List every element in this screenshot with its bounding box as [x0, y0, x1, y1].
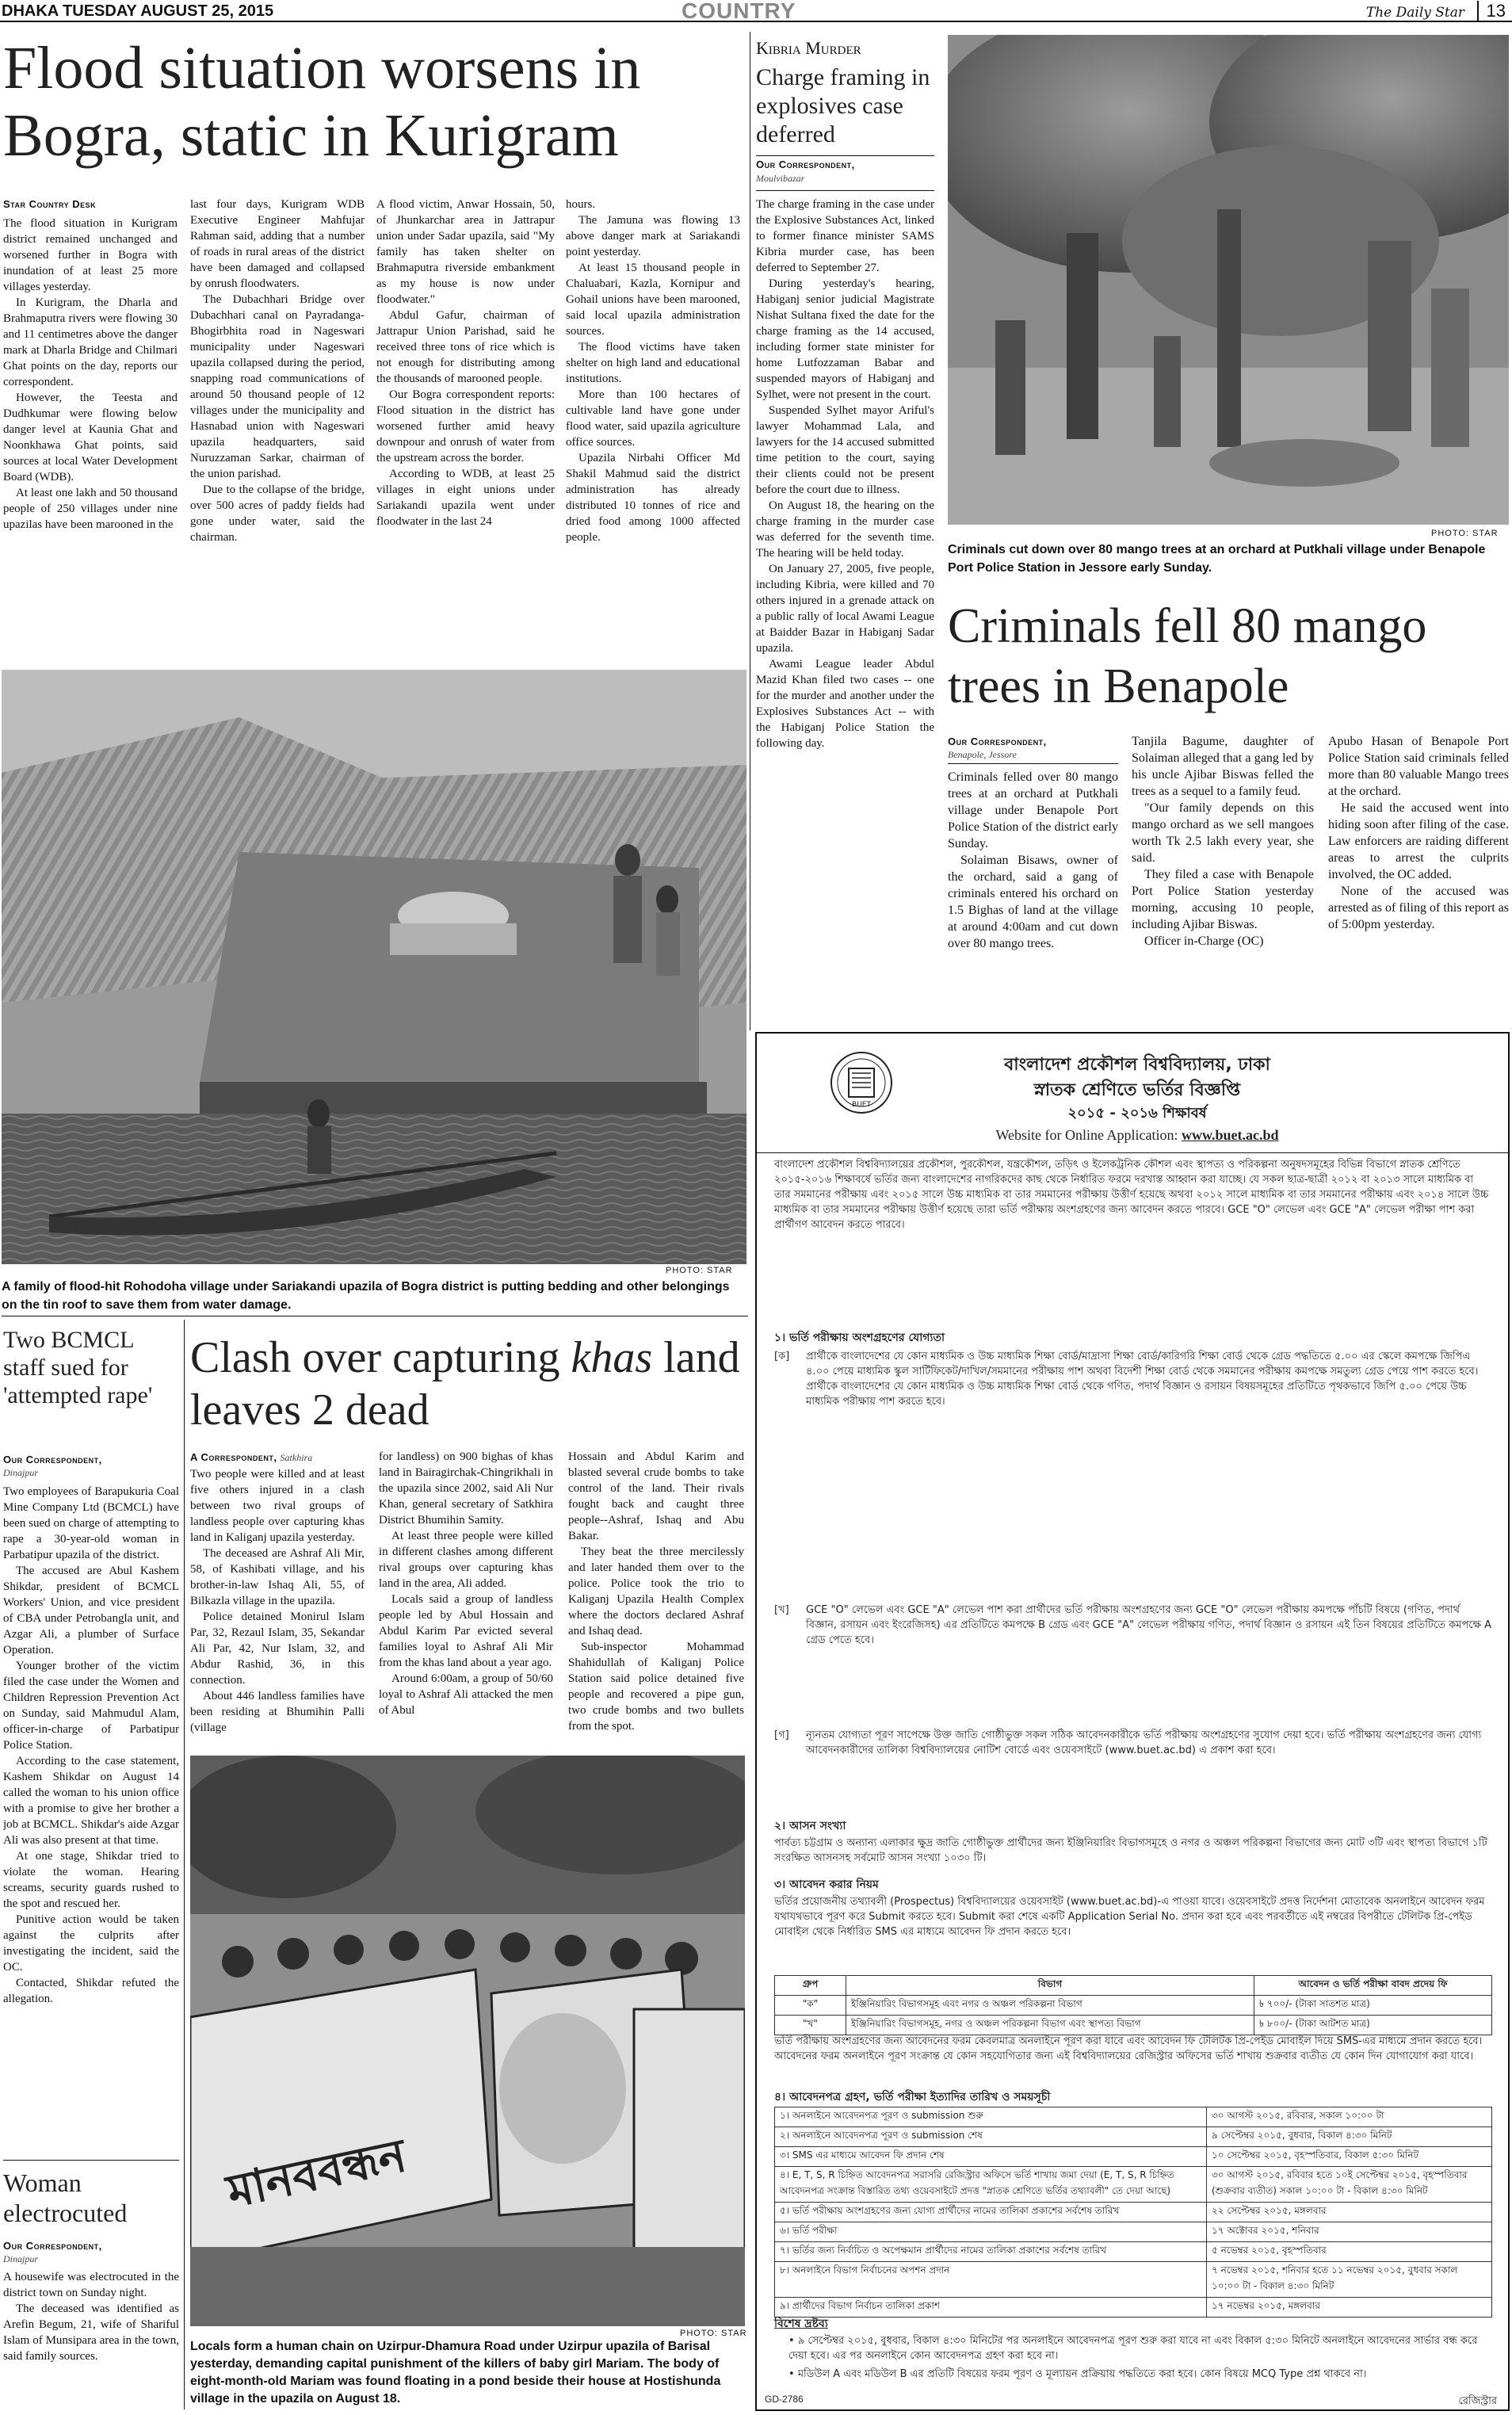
- ad-section-1-ka: [ক]: [774, 1351, 790, 1362]
- woman-headline: Woman electrocuted: [3, 2169, 128, 2227]
- buet-admission-ad: [755, 1032, 1510, 2411]
- ad-section-3-title: ৩। আবেদন করার নিয়ম: [774, 1878, 879, 1891]
- clash-paragraph: At least three people were killed in different clashes among different rival groups over capturing khas land in the area, Ali added.: [379, 1530, 553, 1590]
- fee-header-fee: আবেদন ও ভর্তি পরীক্ষা বাবদ প্রদেয় ফি: [1254, 1976, 1492, 1996]
- ad-note-1: • ৯ সেপ্টেম্বর ২০১৫, বুধবার, বিকাল ৪:৩০ মিনিটের পর অনলাইনে আবেদনপত্র পূরণ শুরু করা যাবে না এবং বিকাল ৫:৩০ মিনিটে অনলাইনে আবেদনের সার্ভার বন্ধ করে দেয়া হবে। এর পর অনলাইনে কোন আবেদনপত্র গ্রহণ করা হবে না।: [788, 2335, 1478, 2362]
- ad-title-3: ২০১৫ - ২০১৬ শিক্ষাবর্ষ: [1067, 1105, 1207, 1122]
- kibria-paragraph: Awami League leader Abdul Mazid Khan filed two cases -- one for the murder and another under the Explosives Substances Act -- with the Habiganj Police Station the following day.: [756, 658, 934, 750]
- schedule-event: ১। অনলাইনে আবেদনপত্র পূরণ ও submission শুরু: [775, 2107, 1207, 2127]
- buet-logo: [830, 1051, 893, 1114]
- schedule-event: ২। অনলাইনে আবেদনপত্র পূরণ ও submission শেষ: [775, 2127, 1207, 2147]
- schedule-date: ৯ সেপ্টেম্বর ২০১৫, বুধবার, বিকাল ৪:৩০ মিনিট: [1207, 2127, 1492, 2147]
- fee-cell: "খ": [775, 2016, 846, 2035]
- ad-section-2-body: পার্বত্য চট্টগ্রাম ও অন্যান্য এলাকার ক্ষুদ্র জাতি গোষ্ঠীভুক্ত প্রার্থীদের জন্য ইঞ্জিনিয়ারিং বিভাগসমূহে ও নগর ও অঞ্চল পরিকল্পনা বিভাগের জন্য মোট ৩টি এবং স্থাপত্য বিভাগে ১টি সংরক্ষিত আসনসহ সর্বমোট আসন সংখ্যা ১০৩০ টি।: [774, 1837, 1487, 1864]
- clash-paragraph: They beat the three mercilessly and later handed them over to the police. Police took the trio to Kaliganj Upazila Health Complex where the doctors declared Ashraf and Ishaq dead.: [568, 1546, 744, 1637]
- clash-paragraph: Police detained Monirul Islam Par, 32, Rezaul Islam, 35, Sekandar Ali Par, 42, Nur Islam, 32, and Abdur Rashid, 36, in this connection.: [190, 1611, 365, 1687]
- fee-header-dept: বিভাগ: [846, 1976, 1254, 1996]
- buet-logo-text: BUET: [852, 1101, 871, 1109]
- mango-paragraph: Solaiman Bisaws, owner of the orchard, said a gang of criminals entered his orchard on 1.5 Bighas of land at the village at around 4:00am and cut down over 80 mango trees.: [948, 854, 1118, 950]
- ad-section-1-kha-text: GCE "O" লেভেল এবং GCE "A" লেভেল পাশ করা প্রার্থীদের ভর্তি পরীক্ষায় অংশগ্রহণের জন্য GCE "O" লেভেল পরীক্ষায় কমপক্ষে পাঁচটি বিষয়ে (গণিত, পদার্থ বিজ্ঞান, রসায়ন এবং ইংরেজিসহ) এর প্রতিটিতে কমপক্ষে B গ্রেড এবং GCE "A" লেভেল পরীক্ষায় গণিত, পদার্থ বিজ্ঞান ও রসায়ন এই তিন বিষয়ের প্রতিটিতে কমপক্ষে A গ্রেড পেতে হবে।: [806, 1604, 1492, 1646]
- bcmcl-paragraph: The accused are Abul Kashem Shikdar, president of BCMCL Workers' Union, and vice president of CBA under Petrobangla unit, and Azgar Ali, a plumber of Surface Operation.: [3, 1565, 179, 1656]
- flood-paragraph: Our Bogra correspondent reports: Flood situation in the district has worsened further amid heavy downpour and onrush of water from the upstream across the border.: [376, 388, 555, 464]
- flood-paragraph: Upazila Nirbahi Officer Md Shakil Mahmud said the district administration has already distributed 10 tonnes of rice and dried food among 1000 affected people.: [566, 452, 740, 544]
- divider: [756, 190, 934, 191]
- schedule-date: ৩০ আগস্ট ২০১৫, রবিবার হতে ১০ই সেপ্টেম্বর ২০১৫, বৃহস্পতিবার (শুক্রবার ব্যতীত) সকাল ১০:০০ টা - বিকাল ৪:৩০ মিনিট: [1207, 2167, 1492, 2203]
- mango-photo: [948, 35, 1509, 525]
- schedule-row: [775, 2298, 1492, 2318]
- divider: [757, 1152, 1508, 1153]
- schedule-event: ৩। SMS এর মাধ্যমে আবেদন ফি প্রদান শেষ: [775, 2147, 1207, 2167]
- ad-note-1-text: ৯ সেপ্টেম্বর ২০১৫, বুধবার, বিকাল ৪:৩০ মিনিটের পর অনলাইনে আবেদনপত্র পূরণ শুরু করা যাবে না এবং বিকাল ৫:৩০ মিনিটে অনলাইনে আবেদনের সার্ভার বন্ধ করে দেয়া হবে। এর পর অনলাইনে কোন আবেদনপত্র গ্রহণ করা হবে না।: [788, 2335, 1478, 2362]
- mango-paragraph: Officer in-Charge (OC): [1144, 934, 1264, 948]
- bcmcl-paragraph: According to the case statement, Kashem Shikdar on August 14 called the woman to his union office with a promise to give her brother a job at BCMCL. Shikdar's aide Azgar Ali was also present at that time.: [3, 1755, 179, 1847]
- bcmcl-paragraph: Younger brother of the victim filed the case under the Women and Children Repression Prevention Act on Sunday, said Mahmudul Alam, officer-in-charge of Parbatipur Police Station.: [3, 1660, 179, 1752]
- schedule-event: ৪। E, T, S, R চিহ্নিত আবেদনপত্র সরাসরি রেজিস্ট্রার অফিসে ভর্তি শাখায় জমা দেয়া (E, T, S, R চিহ্নিত আবেদনপত্র সংক্রান্ত বিস্তারিত তথ্য ওয়েবসাইটে প্রদত্ত "স্নাতক শ্রেণিতে ভর্তির তথ্যাবলী" তে দেয়া আছে): [775, 2167, 1207, 2203]
- clash-paragraph: The deceased are Ashraf Ali Mir, 58, of Kashibati village, and his brother-in-law Ishaq Ali, 55, of Bilkazla village in the upazila.: [190, 1547, 365, 1607]
- schedule-event: ৮। অনলাইনে বিভাগ নির্বাচনের অপশন প্রদান: [775, 2262, 1207, 2298]
- schedule-row: [775, 2262, 1492, 2298]
- schedule-table: [774, 2107, 1492, 2318]
- flood-byline: Star Country Desk: [3, 198, 97, 210]
- fee-cell: ৳ ৭০০/- (টাকা সাতশত মাত্র): [1254, 1996, 1492, 2016]
- ad-intro: বাংলাদেশ প্রকৌশল বিশ্ববিদ্যালয়ের প্রকৌশল, পুরকৌশল, যন্ত্রকৌশল, তড়িৎ ও ইলেকট্রনিক কৌশল এবং স্থাপত্য ও পরিকল্পনা অনুষদসমূহের বিভিন্ন বিভাগে স্নাতক শ্রেণিতে ২০১৫-২০১৬ শিক্ষাবর্ষে ভর্তির জন্য বাংলাদেশের নাগরিকদের কাছ থেকে নির্ধারিত ফরমে দরখাস্ত আহ্বান করা যাচ্ছে। যে সকল ছাত্র-ছাত্রী ২০১২ বা ২০১৩ সালে মাধ্যমিক বা তার সমমানের পরীক্ষায় এবং ২০১৫ সালে উচ্চ মাধ্যমিক বা তার সমমানের পরীক্ষায় উত্তীর্ণ হয়েছে অথবা ২০১২ সালে মাধ্যমিক বা তার সমমানের পরীক্ষায় এবং ২০১৪ সালে উচ্চ মাধ্যমিক বা তার সমমানের পরীক্ষায় উত্তীর্ণ হয়েছে তারা ভর্তি পরীক্ষায় অংশগ্রহণের জন্য আবেদন করতে পারবে। GCE "O" লেভেল এবং GCE "A" লেভেল পরীক্ষা পাশ করা প্রার্থীগণ আবেদন করতে পারবে।: [774, 1159, 1489, 1231]
- schedule-row: [775, 2107, 1492, 2127]
- mango-photo-credit: PHOTO: STAR: [1431, 529, 1499, 538]
- clash-byline: A Correspondent,: [190, 1451, 277, 1463]
- schedule-row: [775, 2167, 1492, 2203]
- divider: [948, 763, 1118, 764]
- mango-col-3: [1328, 733, 1509, 1022]
- flood-photo: [2, 670, 746, 1264]
- ad-section-1-ka-text: প্রার্থীকে বাংলাদেশের যে কোন মাধ্যমিক ও উচ্চ মাধ্যমিক শিক্ষা বোর্ড/মাদ্রাসা শিক্ষা বোর্ড/কারিগরি শিক্ষা বোর্ড থেকে গ্রেড পদ্ধতিতে ৫.০০ এর স্কেলে কমপক্ষে জিপিএ ৪.০০ পেয়ে মাধ্যমিক স্কুল সার্টিফিকেট/দাখিল/সমমানের পরীক্ষায় পাশ অথবা বিদেশী শিক্ষা বোর্ড থেকে সমমানের পরীক্ষায় কমপক্ষে সমতুল্য গ্রেড পেয়ে পাশ করতে হবে। প্রার্থীকে বাংলাদেশের যে কোন মাধ্যমিক ও উচ্চ মাধ্যমিক শিক্ষা বোর্ড থেকে গণিত, পদার্থ বিজ্ঞান ও রসায়ন বিষয়সমূহের প্রতিটিতে পৃথকভাবে জিপি ৫.০০ পেয়ে উচ্চ মাধ্যমিক পরীক্ষায় পাশ করতে হবে।: [806, 1351, 1479, 1408]
- bcmcl-dateline: Dinajpur: [3, 1467, 39, 1478]
- flood-paragraph: In Kurigram, the Dharla and Brahmaputra rivers were flowing 30 and 11 centimetres above the danger mark at Dharla Bridge and Chilmari Ghat points on the day, reports our correspondent.: [3, 296, 178, 388]
- schedule-row: [775, 2203, 1492, 2222]
- kibria-dateline: Moulvibazar: [756, 173, 805, 184]
- divider: [3, 2160, 179, 2161]
- flood-paragraph: The flood situation in Kurigram district remained unchanged and worsened further in Bogra with inundation of at least 25 more villages yesterday.: [3, 217, 178, 293]
- divider: [184, 1320, 185, 2409]
- flood-photo-credit: PHOTO: STAR: [666, 1266, 733, 1275]
- fee-cell: "ক": [775, 1996, 846, 2016]
- clash-dateline: Satkhira: [280, 1452, 313, 1463]
- schedule-date: ১৭ অক্টোবর ২০১৫, শনিবার: [1207, 2222, 1492, 2242]
- clash-paragraph: Locals said a group of landless people led by Abul Hossain and Abdul Karim Par evicted several families loyal to Ashraf Ali Mir from the khas land about a year ago.: [379, 1593, 553, 1669]
- flood-paragraph: last four days, Kurigram WDB Executive Engineer Mahfujar Rahman said, adding that a number of roads in rural areas of the district have been damaged and collapsed by onrush floodwaters.: [190, 198, 365, 290]
- mango-headline: Criminals fell 80 mango trees in Benapole: [948, 599, 1427, 713]
- banner-text: মানববন্ধন: [222, 2127, 411, 2219]
- ad-note-2: • মডিউল A এবং মডিউল B এর প্রতিটি বিষয়ের ফরম পূরণ ও মূল্যায়ন প্রক্রিয়ায় পদ্ধতিতে করা হবে। কোন বিষয়ে MCQ Type প্রশ্ন থাকবে না।: [788, 2368, 1367, 2380]
- ad-notes-title: বিশেষ দ্রষ্টব্য: [774, 2318, 828, 2330]
- flood-paragraph: A flood victim, Anwar Hossain, 50, of Jhunkarchar area in Jattrapur union under Sadar upazila, said "My family has taken shelter on Brahmaputra riverside embankment as my house is now under floodwater.": [376, 198, 555, 306]
- ad-note-2-text: মডিউল A এবং মডিউল B এর প্রতিটি বিষয়ের ফরম পূরণ ও মূল্যায়ন প্রক্রিয়ায় পদ্ধতিতে করা হবে। কোন বিষয়ে MCQ Type প্রশ্ন থাকবে না।: [797, 2368, 1367, 2380]
- flood-col-1: [3, 216, 178, 659]
- woman-paragraph: A housewife was electrocuted in the district town on Sunday night.: [3, 2271, 179, 2299]
- schedule-row: [775, 2242, 1492, 2262]
- kibria-kicker: Kibria Murder: [756, 38, 861, 58]
- mango-caption: Criminals cut down over 80 mango trees at an orchard at Putkhali village under Benapole Port Police Station in Jessore early Sunday.: [948, 543, 1486, 575]
- schedule-date: ৩০ আগস্ট ২০১৫, রবিবার, সকাল ১০:০০ টা: [1207, 2107, 1492, 2127]
- schedule-row: [775, 2222, 1492, 2242]
- divider: [756, 155, 934, 156]
- flood-paragraph: According to WDB, at least 25 villages in eight unions under Sariakandi upazila went under floodwater in the last 24: [376, 468, 555, 528]
- flood-col-4: [566, 197, 740, 660]
- mango-paragraph: Apubo Hasan of Benapole Port Police Station said criminals felled more than 80 valuable Mango trees at the orchard.: [1328, 735, 1509, 798]
- clash-paragraph: Hossain and Abdul Karim and blasted several crude bombs to take control of the land. Their rivals fought back and caught three people--Ashraf, Ishaq and Abu Bakar.: [568, 1450, 744, 1542]
- flood-paragraph: The Dubachhari Bridge over Dubachhari canal on Payradanga-Bhogirbhita road in Nageswari municipality under Nageswari upazila collapsed during the period, snapping road communications of around 50 thousand people of 12 villages under the municipality and Hasnabad union with Nageswari upazila headquarters, said Nuruzzaman Sarkar, chairman of the union parishad.: [190, 293, 365, 480]
- clash-col-2: [379, 1449, 553, 1748]
- fee-row: [775, 2016, 1492, 2035]
- clash-col-3: [568, 1449, 744, 1748]
- clash-paragraph: Sub-inspector Mohammad Shahidullah of Kaliganj Police Station said police detained five people and recovered a pipe gun, two crude bombs and two bullets from the spot.: [568, 1641, 744, 1733]
- schedule-event: ৬। ভর্তি পরীক্ষা: [775, 2222, 1207, 2242]
- woman-paragraph: The deceased was identified as Arefin Begum, 21, wife of Shariful Islam of Munsipara area in the town, said family sources.: [3, 2302, 179, 2363]
- clash-headline-b: land leaves 2 dead: [190, 1333, 740, 1435]
- schedule-event: ৫। ভর্তি পরীক্ষায় অংশগ্রহণের জন্য যোগ্য প্রার্থীদের নামের তালিকা প্রকাশের সর্বশেষ তারিখ: [775, 2203, 1207, 2222]
- woman-dateline: Dinajpur: [3, 2253, 39, 2264]
- clash-headline: [190, 1332, 745, 1436]
- mango-col-2: [1132, 733, 1314, 1022]
- bcmcl-headline: Two BCMCL staff sued for 'attempted rape': [3, 1327, 153, 1408]
- page-number: 13: [1477, 1, 1506, 21]
- ad-section-3-body: ভর্তির প্রয়োজনীয় তথ্যাবলী (Prospectus) বিশ্ববিদ্যালয়ের ওয়েবসাইট (www.buet.ac.bd)-এ পাওয়া যাবে। ওয়েবসাইটে প্রদত্ত নির্দেশনা মোতাবেক অনলাইনে আবেদন ফরম যথাযথভাবে পূরণ করে Submit করতে হবে। Submit করা শেষে একটি Application Serial No. প্রদান করা হবে এবং পরবর্তীতে এই নম্বরের বিপরীতে টেলিটক প্রি-পেইড মোবাইল থেকে নির্ধারিত SMS এর মাধ্যমে আবেদন ফি প্রদান করতে হবে।: [774, 1896, 1485, 1938]
- ad-website-link[interactable]: www.buet.ac.bd: [1181, 1127, 1279, 1143]
- flood-paragraph: hours.: [566, 198, 596, 211]
- flood-paragraph: Abdul Gafur, chairman of Jattrapur Union Parishad, said he received three tons of rice which is not enough for distributing among the thousands of marooned people.: [376, 309, 555, 385]
- ad-website-row: [915, 1127, 1359, 1144]
- schedule-event: ৯। প্রার্থীদের বিভাগ নির্বাচন তালিকা প্রকাশ: [775, 2298, 1207, 2318]
- clash-headline-em: khas: [571, 1333, 653, 1382]
- flood-paragraph: The flood victims have taken shelter on high land and educational institutions.: [566, 341, 740, 385]
- flood-paragraph: At least 15 thousand people in Chaluabari, Kazla, Kornipur and Gohail unions have been marooned, said local upazila administration sources.: [566, 262, 740, 338]
- newspaper-logo: The Daily Star: [1365, 5, 1465, 21]
- flood-paragraph: However, the Teesta and Dudhkumar were flowing below danger level at Kaunia Ghat and Noonkhawa Ghat points, said sources at local Water Development Board (WDB).: [3, 392, 178, 483]
- ad-section-1-kha-marker: [খ]: [774, 1604, 789, 1616]
- bcmcl-paragraph: Two employees of Barapukuria Coal Mine Company Ltd (BCMCL) have been sued on charge of attempting to rape a 30-year-old woman in Parbatipur upazila of the district.: [3, 1485, 179, 1561]
- ad-section-1-ga-marker: [গ]: [774, 1729, 789, 1741]
- clash-paragraph: for landless) on 900 bighas of khas land in Bairagirchak-Chingrikhali in the upazila since 2002, said Ali Nur Khan, general secretary of Satkhira District Bhumihin Samity.: [379, 1450, 553, 1527]
- kibria-paragraph: On August 18, the hearing on the charge framing in the murder case was deferred for the seventh time. The hearing will be held today.: [756, 499, 934, 560]
- clash-caption: Locals form a human chain on Uzirpur-Dhamura Road under Uzirpur upazila of Barisal yesterday, demanding capital punishment of the killers of baby girl Mariam. The body of eight-month-old Mariam was found floating in a pond beside their house at Hostishunda village in the upazila on August 18.: [190, 2340, 721, 2405]
- schedule-row: [775, 2147, 1492, 2167]
- bcmcl-paragraph: Punitive action would be taken against the culprits after investigating the incident, said the OC.: [3, 1913, 179, 1974]
- clash-col-1: [190, 1466, 365, 1748]
- clash-paragraph: About 446 landless families have been residing at Bhumihin Palli (village: [190, 1690, 365, 1734]
- flood-headline: Flood situation worsens in Bogra, static in Kurigram: [3, 35, 641, 170]
- kibria-paragraph: Suspended Sylhet mayor Ariful's lawyer Mohammad Lala, and lawyers for the 14 accused submitted time petition to the court, saying their clients could not be present before the court due to illness.: [756, 404, 934, 496]
- clash-byline-row: [190, 1450, 312, 1465]
- kibria-paragraph: On January 27, 2005, five people, including Kibria, were killed and 70 others injured in a grenade attack on a public rally of local Awami League at Baidder Bazar in Habiganj Sadar upazila.: [756, 563, 934, 655]
- kibria-headline: Charge framing in explosives case deferred: [756, 64, 930, 147]
- bcmcl-body: [3, 1484, 179, 2154]
- page-date: DHAKA TUESDAY AUGUST 25, 2015: [2, 2, 274, 20]
- kibria-body: [756, 197, 934, 1021]
- fee-table-header: [775, 1976, 1492, 1996]
- ad-title-1: বাংলাদেশ প্রকৌশল বিশ্ববিদ্যালয়, ঢাকা: [1004, 1055, 1270, 1075]
- fee-header-group: গ্রুপ: [775, 1976, 846, 1996]
- mango-byline: Our Correspondent,: [948, 736, 1047, 747]
- flood-paragraph: Due to the collapse of the bridge, over 500 acres of paddy fields had gone under water, said the chairman.: [190, 483, 365, 544]
- mango-col-1: [948, 769, 1118, 1022]
- flood-paragraph: The Jamuna was flowing 13 above danger mark at Sariakandi point yesterday.: [566, 214, 740, 258]
- fee-cell: ৳ ৮০০/- (টাকা আটশত মাত্র): [1254, 2016, 1492, 2035]
- ad-section-2-title: ২। আসন সংখ্যা: [774, 1820, 846, 1832]
- mango-dateline: Benapole, Jessore: [948, 749, 1017, 760]
- flood-col-2: [190, 197, 365, 660]
- bcmcl-byline: Our Correspondent,: [3, 1454, 102, 1465]
- bcmcl-paragraph: At one stage, Shikdar tried to violate the woman. Hearing screams, security guards rushed to the spot and rescued her.: [3, 1850, 179, 1910]
- masthead: [0, 0, 1512, 22]
- mango-paragraph: They filed a case with Benapole Port Police Station yesterday morning, accusing 10 people, including Ajibar Biswas.: [1132, 868, 1314, 931]
- flood-paragraph: At least one lakh and 50 thousand people of 250 villages under nine upazilas have been marooned in the: [3, 487, 178, 531]
- kibria-paragraph: During yesterday's hearing, Habiganj senior judicial Magistrate Nishat Sultana fixed the date for the charge framing as the 14 accused, including former state minister for home Lutfozzaman Babar and suspended mayors of Habiganj and Sylhet, were not present in the court.: [756, 277, 934, 401]
- mango-paragraph: None of the accused was arrested as of filing of this report as of 5:00pm yesterday.: [1328, 885, 1509, 931]
- woman-byline: Our Correspondent,: [3, 2240, 102, 2252]
- flood-paragraph: More than 100 hectares of cultivable land have gone under flood water, said upazila agriculture office sources.: [566, 388, 740, 449]
- fee-row: [775, 1996, 1492, 2016]
- fee-table: [774, 1975, 1492, 2035]
- page-id: [1366, 1, 1506, 21]
- human-chain-photo: [190, 1756, 745, 2326]
- schedule-date: ৫ নভেম্বর ২০১৫, বৃহস্পতিবার: [1207, 2242, 1492, 2262]
- schedule-date: ৭ নভেম্বর ২০১৫, শনিবার হতে ১১ নভেম্বর ২০১৫, বুধবার সকাল ১০:০০ টা - বিকাল ৪:৩০ মিনিট: [1207, 2262, 1492, 2298]
- section-title: COUNTRY: [682, 0, 796, 23]
- mango-paragraph: "Our family depends on this mango orchard as we sell mangoes worth Tk 2.5 lakh every year, she said.: [1132, 801, 1314, 865]
- clash-photo-credit: PHOTO: STAR: [680, 2329, 747, 2338]
- ad-section-3-after: ভর্তি পরীক্ষায় অংশগ্রহণের জন্য আবেদনের ফরম কেবলমাত্র অনলাইনে পূরণ করা যাবে এবং আবেদন ফি টেলিটক প্রি-পেইড মোবাইল দিয়ে SMS-এর মাধ্যমে প্রদান করতে হবে। আবেদনের ফরম অনলাইনে পূরণ সংক্রান্ত যে কোন সহযোগিতার জন্য এই বিশ্ববিদ্যালয়ের রেজিস্ট্রার অফিসের ভর্তি শাখায় শুক্রবার ব্যতীত যে কোন দিন যোগাযোগ করা যাবে।: [774, 2035, 1483, 2062]
- ad-section-1-ga-text: ন্যূনতম যোগ্যতা পূরণ সাপেক্ষে উক্ত জাতি গোষ্ঠীভুক্ত সকল সঠিক আবেদনকারীকে ভর্তি পরীক্ষায় অংশগ্রহণের সুযোগ দেয়া হবে। ভর্তি পরীক্ষায় অংশগ্রহণের জন্য যোগ্য আবেদনকারীদের তালিকা বিশ্ববিদ্যালয়ের নোটিশ বোর্ডে এবং ওয়েবসাইটে (www.buet.ac.bd) এ প্রকাশ করা হবে।: [806, 1729, 1482, 1756]
- ad-signature: রেজিস্ট্রার: [1458, 2395, 1497, 2407]
- ad-title-2: স্নাতক শ্রেণিতে ভর্তির বিজ্ঞপ্তি: [1033, 1080, 1241, 1100]
- ad-section-4-title: ৪। আবেদনপত্র গ্রহণ, ভর্তি পরীক্ষা ইত্যাদির তারিখ ও সময়সূচী: [774, 2091, 1051, 2104]
- clash-paragraph: Around 6:00am, a group of 50/60 loyal to Ashraf Ali attacked the men of Abul: [379, 1672, 553, 1717]
- flood-caption: A family of flood-hit Rohodoha village under Sariakandi upazila of Bogra district is putting bedding and other belongings on the tin roof to save them from water damage.: [2, 1280, 730, 1312]
- ad-website-label: Website for Online Application:: [995, 1127, 1182, 1143]
- schedule-event: ৭। ভর্তির জন্য নির্বাচিত ও অপেক্ষমান প্রার্থীদের নামের তালিকা প্রকাশের সর্বশেষ তারিখ: [775, 2242, 1207, 2262]
- schedule-date: ২২ সেপ্টেম্বর ২০১৫, মঙ্গলবার: [1207, 2203, 1492, 2222]
- clash-paragraph: Two people were killed and at least five others injured in a clash between two rival groups of landless people over capturing khas land in Kaliganj upazila yesterday.: [190, 1468, 365, 1544]
- woman-body: [3, 2269, 179, 2412]
- mango-paragraph: He said the accused went into hiding soon after filing of the case. Law enforcers are raiding different areas to arrest the culprits involved, the OC added.: [1328, 801, 1509, 881]
- kibria-byline: Our Correspondent,: [756, 159, 855, 170]
- kibria-paragraph: The charge framing in the case under the Explosive Substances Act, linked to former finance minister SAMS Kibria murder case, has been deferred to September 27.: [756, 198, 934, 274]
- fee-cell: ইঞ্জিনিয়ারিং বিভাগসমূহ এবং নগর ও অঞ্চল পরিকল্পনা বিভাগ: [846, 1996, 1254, 2016]
- ad-section-1-title: ১। ভর্তি পরীক্ষায় অংশগ্রহণের যোগ্যতা: [774, 1332, 945, 1344]
- fee-cell: ইঞ্জিনিয়ারিং বিভাগসমূহ, নগর ও অঞ্চল পরিকল্পনা বিভাগ এবং স্থাপত্য বিভাগ: [846, 2016, 1254, 2035]
- schedule-date: ১৭ নভেম্বর ২০১৫, মঙ্গলবার: [1207, 2298, 1492, 2318]
- schedule-date: ১০ সেপ্টেম্বর ২০১৫, বৃহস্পতিবার, বিকাল ৫:৩০ মিনিট: [1207, 2147, 1492, 2167]
- schedule-row: [775, 2127, 1492, 2147]
- mango-paragraph: Criminals felled over 80 mango trees at an orchard at Putkhali village under Benapole Port Police Station of the district early Sunday.: [948, 770, 1118, 850]
- clash-headline-a: Clash over capturing: [190, 1333, 571, 1382]
- ad-code: GD-2786: [765, 2394, 804, 2405]
- mango-paragraph: Tanjila Bagume, daughter of Solaiman alleged that a gang led by his uncle Ajibar Biswas felled the trees as a sequel to a family feud.: [1132, 735, 1314, 798]
- bcmcl-paragraph: Contacted, Shikdar refuted the allegation.: [3, 1977, 179, 2005]
- flood-col-3: [376, 197, 555, 660]
